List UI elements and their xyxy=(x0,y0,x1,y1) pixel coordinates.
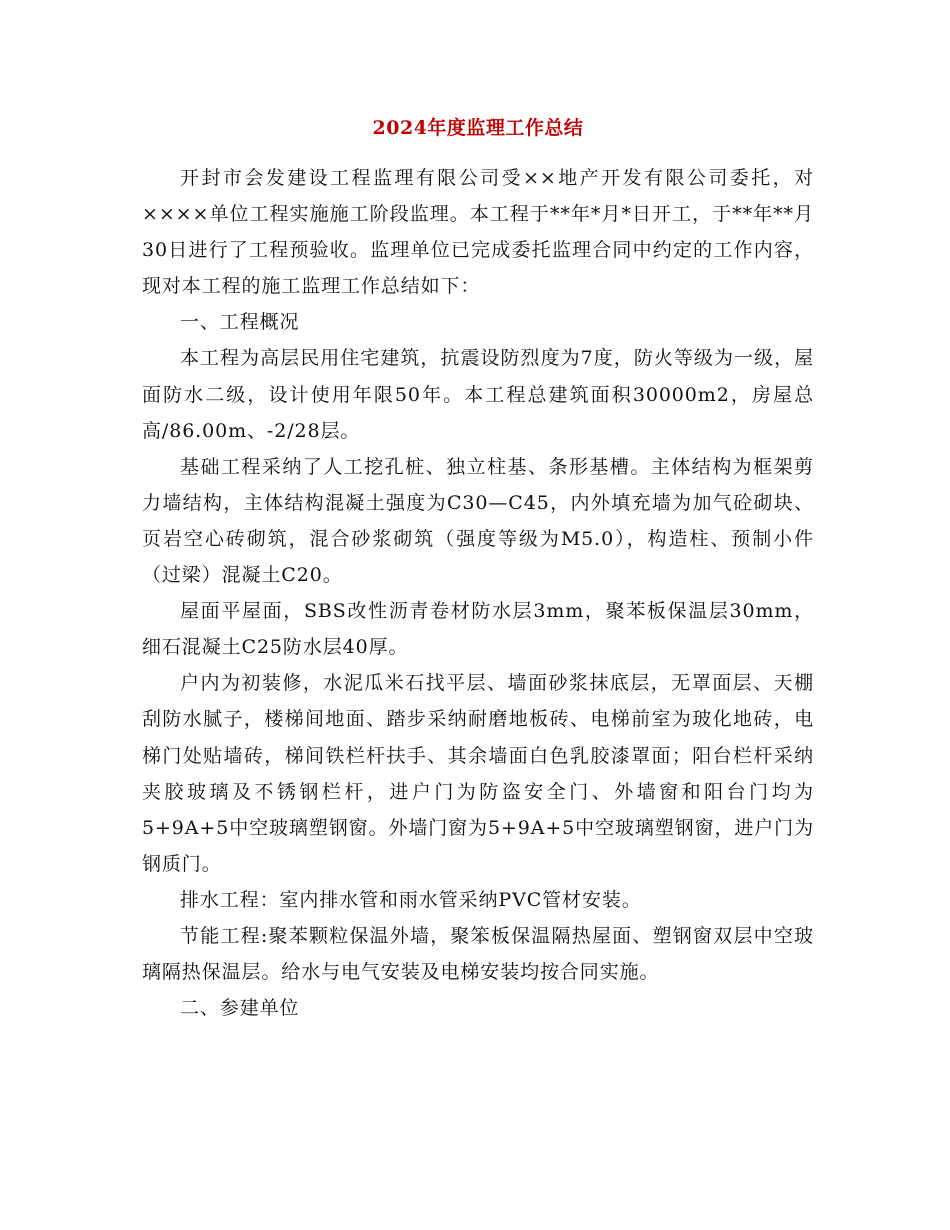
paragraph-drainage: 排水工程：室内排水管和雨水管采纳PVC管材安装。 xyxy=(180,888,642,911)
paragraph-interior: 户内为初装修，水泥瓜米石找平层、墙面砂浆抹底层，无罩面层、天棚刮防水腻子，楼梯间地面、踏步采纳耐磨地板砖、电梯前室为玻化地砖，电梯门处贴墙砖，梯间铁栏杆扶手、其余墙面白色乳胶漆罩面；阳台栏杆采纳夹胶玻璃及不锈钢栏杆，进户门为防盗安全门、外墙窗和阳台门均为5+9A+5中空玻璃塑钢窗。外墙门窗为5+9A+5中空玻璃塑钢窗，进户门为钢质门。 xyxy=(142,672,814,875)
document-title: 2024年度监理工作总结 xyxy=(372,117,584,139)
paragraph-intro: 开封市会发建设工程监理有限公司受××地产开发有限公司委托，对××××单位工程实施施工阶段监理。本工程于**年*月*日开工，于**年**月30日进行了工程预验收。监理单位已完成委托监理合同中约定的工作内容，现对本工程的施工监理工作总结如下： xyxy=(142,167,814,298)
section-heading-participants: 二、参建单位 xyxy=(180,997,300,1020)
paragraph-building-type: 本工程为高层民用住宅建筑，抗震设防烈度为7度，防火等级为一级，屋面防水二级，设计使用年限50年。本工程总建筑面积30000m2，房屋总高/86.00m、-2/28层。 xyxy=(142,347,814,442)
document-page xyxy=(142,112,814,1026)
paragraph-roof: 屋面平屋面，SBS改性沥青卷材防水层3mm，聚苯板保温层30mm，细石混凝土C25防水层40厚。 xyxy=(142,600,814,659)
section-heading-overview: 一、工程概况 xyxy=(180,311,300,334)
paragraph-energy: 节能工程:聚苯颗粒保温外墙，聚笨板保温隔热屋面、塑钢窗双层中空玻璃隔热保温层。给水与电气安装及电梯安装均按合同实施。 xyxy=(142,924,814,984)
paragraph-foundation: 基础工程采纳了人工挖孔桩、独立柱基、条形基槽。主体结构为框架剪力墙结构，主体结构混凝土强度为C30—C45，内外填充墙为加气砼砌块、页岩空心砖砌筑，混合砂浆砌筑（强度等级为M5.0），构造柱、预制小件（过梁）混凝土C20。 xyxy=(142,455,814,587)
